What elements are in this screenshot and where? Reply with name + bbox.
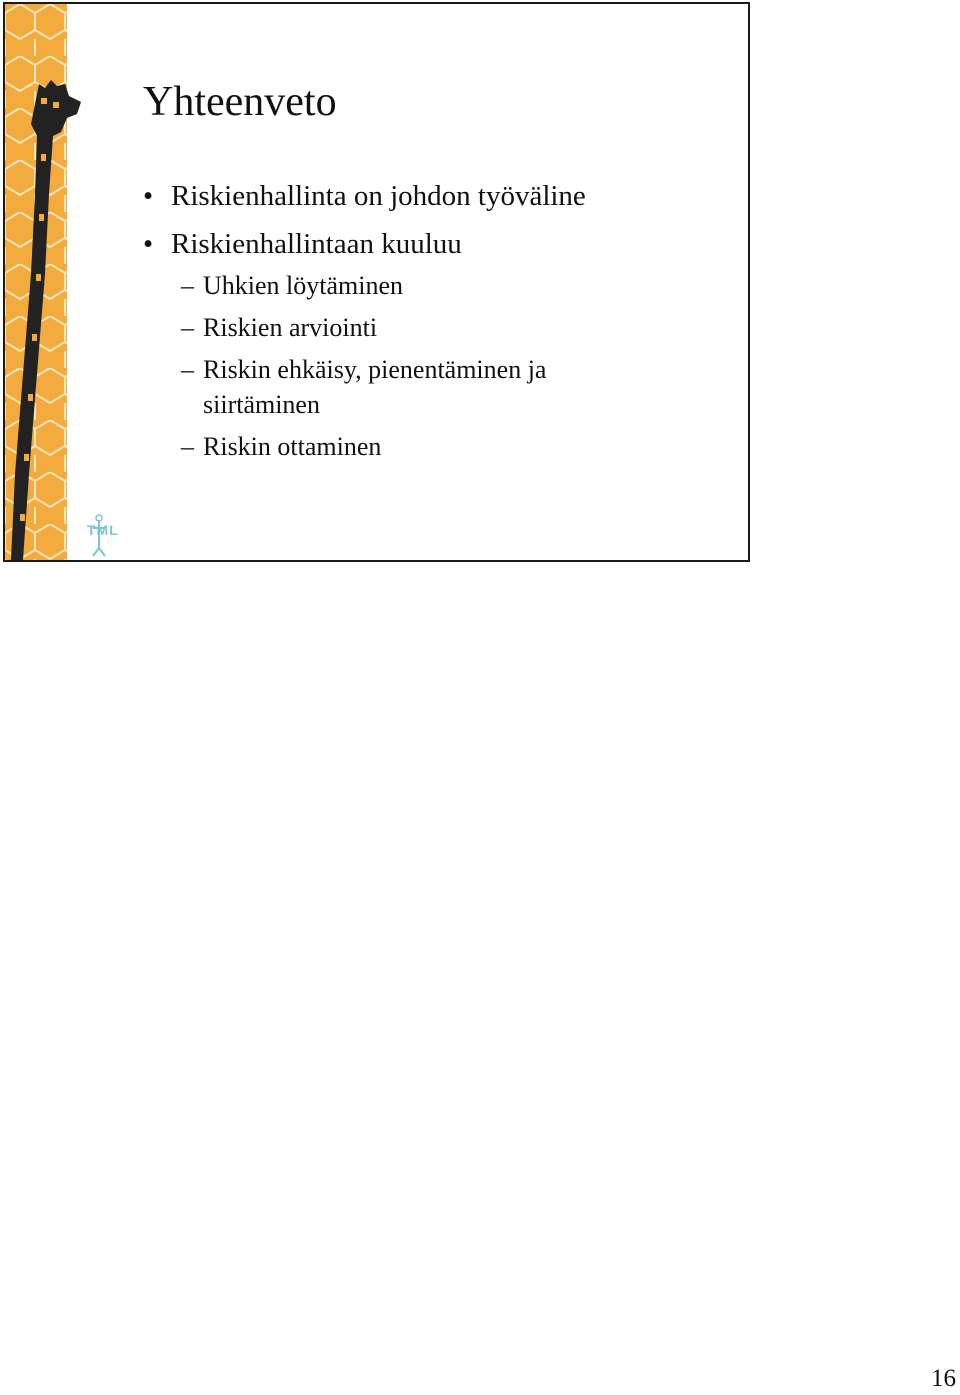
sub-bullet-text: Riskin ehkäisy, pienentäminen ja siirtäminen <box>203 355 547 419</box>
sub-bullet-item <box>143 352 633 422</box>
bullet-text: Riskienhallintaan kuuluu <box>171 228 462 260</box>
dash-marker: – <box>181 271 194 300</box>
dash-marker: – <box>181 355 194 384</box>
slide <box>3 2 750 562</box>
page-number: 16 <box>931 1365 956 1392</box>
slide-title: Yhteenveto <box>143 79 337 125</box>
bullet-text: Riskienhallinta on johdon työväline <box>171 180 586 212</box>
tml-logo-icon <box>69 512 169 560</box>
dash-marker: – <box>181 432 194 461</box>
sub-bullet-item <box>143 310 703 345</box>
sub-bullet-item <box>143 268 703 303</box>
sub-bullet-text: Uhkien löytäminen <box>203 271 404 300</box>
bullet-list <box>143 172 703 471</box>
dash-marker: – <box>181 313 194 342</box>
bullet-item <box>143 220 703 268</box>
sub-bullet-item <box>143 429 703 464</box>
sub-bullet-text: Riskin ottaminen <box>203 432 382 461</box>
giraffe-icon <box>5 74 85 560</box>
bullet-marker: • <box>143 180 154 212</box>
bullet-item <box>143 172 703 220</box>
bullet-marker: • <box>143 228 154 260</box>
sub-bullet-text: Riskien arviointi <box>203 313 378 342</box>
logo-text: TML <box>87 522 119 538</box>
